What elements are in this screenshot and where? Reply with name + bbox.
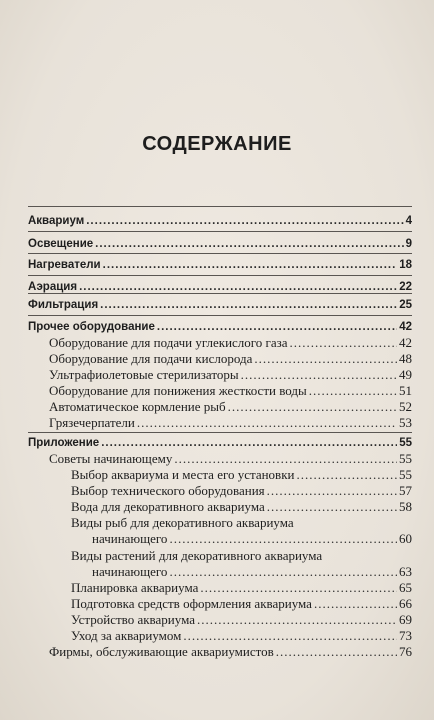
leader-dots [137, 415, 397, 431]
page-number: 65 [399, 580, 412, 595]
page-number: 55 [399, 467, 412, 482]
divider [28, 315, 412, 316]
entry-title: Фирмы, обслуживающие аквариумистов [49, 644, 274, 659]
toc-entry [71, 467, 412, 483]
leader-dots [228, 399, 397, 415]
divider [28, 432, 412, 433]
leader-dots [314, 596, 397, 612]
leader-dots [101, 435, 397, 451]
entry-title: начинающего [92, 564, 168, 579]
page-number: 52 [399, 399, 412, 414]
leader-dots [254, 351, 397, 367]
entry-title: Подготовка средств оформления аквариума [71, 596, 312, 611]
page-number: 73 [399, 628, 412, 643]
toc-entry [92, 531, 412, 547]
page-number: 51 [399, 383, 412, 398]
leader-dots [197, 612, 397, 628]
entry-title: Фильтрация [28, 299, 99, 311]
toc-entry [28, 257, 412, 273]
entry-title: Нагреватели [28, 259, 101, 271]
page-number: 57 [399, 483, 412, 498]
entry-title: Аэрация [28, 281, 78, 293]
toc-entry-line: Виды рыб для декоративного аквариума [71, 515, 294, 530]
page-title: СОДЕРЖАНИЕ [142, 133, 292, 155]
toc-entry [71, 499, 412, 515]
divider [28, 275, 412, 276]
page-number: 55 [399, 451, 412, 466]
leader-dots [183, 628, 397, 644]
divider [28, 206, 412, 207]
entry-title: Оборудование для подачи кислорода [49, 351, 253, 366]
toc-entry [49, 451, 412, 467]
entry-title: Грязечерпатели [49, 415, 135, 430]
entry-title: Аквариум [28, 215, 85, 227]
entry-title: Оборудование для подачи углекислого газа [49, 335, 288, 350]
toc-entry [28, 213, 412, 229]
leader-dots [309, 383, 397, 399]
leader-dots [290, 335, 397, 351]
leader-dots [157, 319, 397, 335]
page-number: 55 [399, 437, 412, 449]
toc-entry [28, 435, 412, 451]
entry-title: Уход за аквариумом [71, 628, 182, 643]
entry-title: Устройство аквариума [71, 612, 195, 627]
divider [28, 231, 412, 232]
toc-entry [71, 580, 412, 596]
entry-title: начинающего [92, 531, 168, 546]
divider [28, 293, 412, 294]
leader-dots [103, 257, 398, 273]
entry-title: Планировка аквариума [71, 580, 199, 595]
entry-title: Оборудование для понижения жесткости воды [49, 383, 307, 398]
toc-entry [49, 383, 412, 399]
toc-entry [71, 483, 412, 499]
page-number: 76 [399, 644, 412, 659]
leader-dots [169, 564, 397, 580]
leader-dots [174, 451, 397, 467]
entry-title: Выбор аквариума и места его установки [71, 467, 295, 482]
page-number: 66 [399, 596, 412, 611]
toc-entry [49, 415, 412, 431]
page-number: 25 [399, 299, 412, 311]
toc-entry [49, 367, 412, 383]
leader-dots [267, 499, 397, 515]
toc-entry [49, 351, 412, 367]
page-number: 4 [405, 215, 412, 227]
page-number: 9 [405, 238, 412, 250]
toc-entry [28, 297, 412, 313]
entry-title: Выбор технического оборудования [71, 483, 265, 498]
entry-title: Вода для декоративного аквариума [71, 499, 265, 514]
page-number: 48 [399, 351, 412, 366]
toc-entry [49, 399, 412, 415]
toc-entry [28, 319, 412, 335]
page-number: 63 [399, 564, 412, 579]
page-number: 42 [399, 335, 412, 350]
entry-title: Освещение [28, 238, 94, 250]
page-number: 22 [399, 281, 412, 293]
page-number: 42 [399, 321, 412, 333]
leader-dots [169, 531, 397, 547]
toc-entry [49, 644, 412, 660]
leader-dots [100, 297, 397, 313]
page-number: 49 [399, 367, 412, 382]
toc-entry [71, 612, 412, 628]
toc-entry [49, 335, 412, 351]
leader-dots [200, 580, 397, 596]
toc-entry [28, 236, 412, 252]
divider [28, 253, 412, 254]
entry-title: Автоматическое кормление рыб [49, 399, 226, 414]
page-number: 69 [399, 612, 412, 627]
toc-entry [71, 628, 412, 644]
entry-title: Прочее оборудование [28, 321, 155, 333]
page-number: 53 [399, 415, 412, 430]
page-number: 18 [399, 259, 412, 271]
leader-dots [95, 236, 403, 252]
toc-entry [71, 596, 412, 612]
leader-dots [267, 483, 397, 499]
entry-title: Приложение [28, 437, 100, 449]
leader-dots [241, 367, 397, 383]
entry-title: Ультрафиолетовые стерилизаторы [49, 367, 239, 382]
entry-title: Советы начинающему [49, 451, 173, 466]
leader-dots [86, 213, 403, 229]
page-number: 58 [399, 499, 412, 514]
page-number: 60 [399, 531, 412, 546]
leader-dots [276, 644, 397, 660]
toc-entry-line: Виды растений для декоративного аквариума [71, 548, 323, 563]
toc-entry [92, 564, 412, 580]
leader-dots [296, 467, 397, 483]
